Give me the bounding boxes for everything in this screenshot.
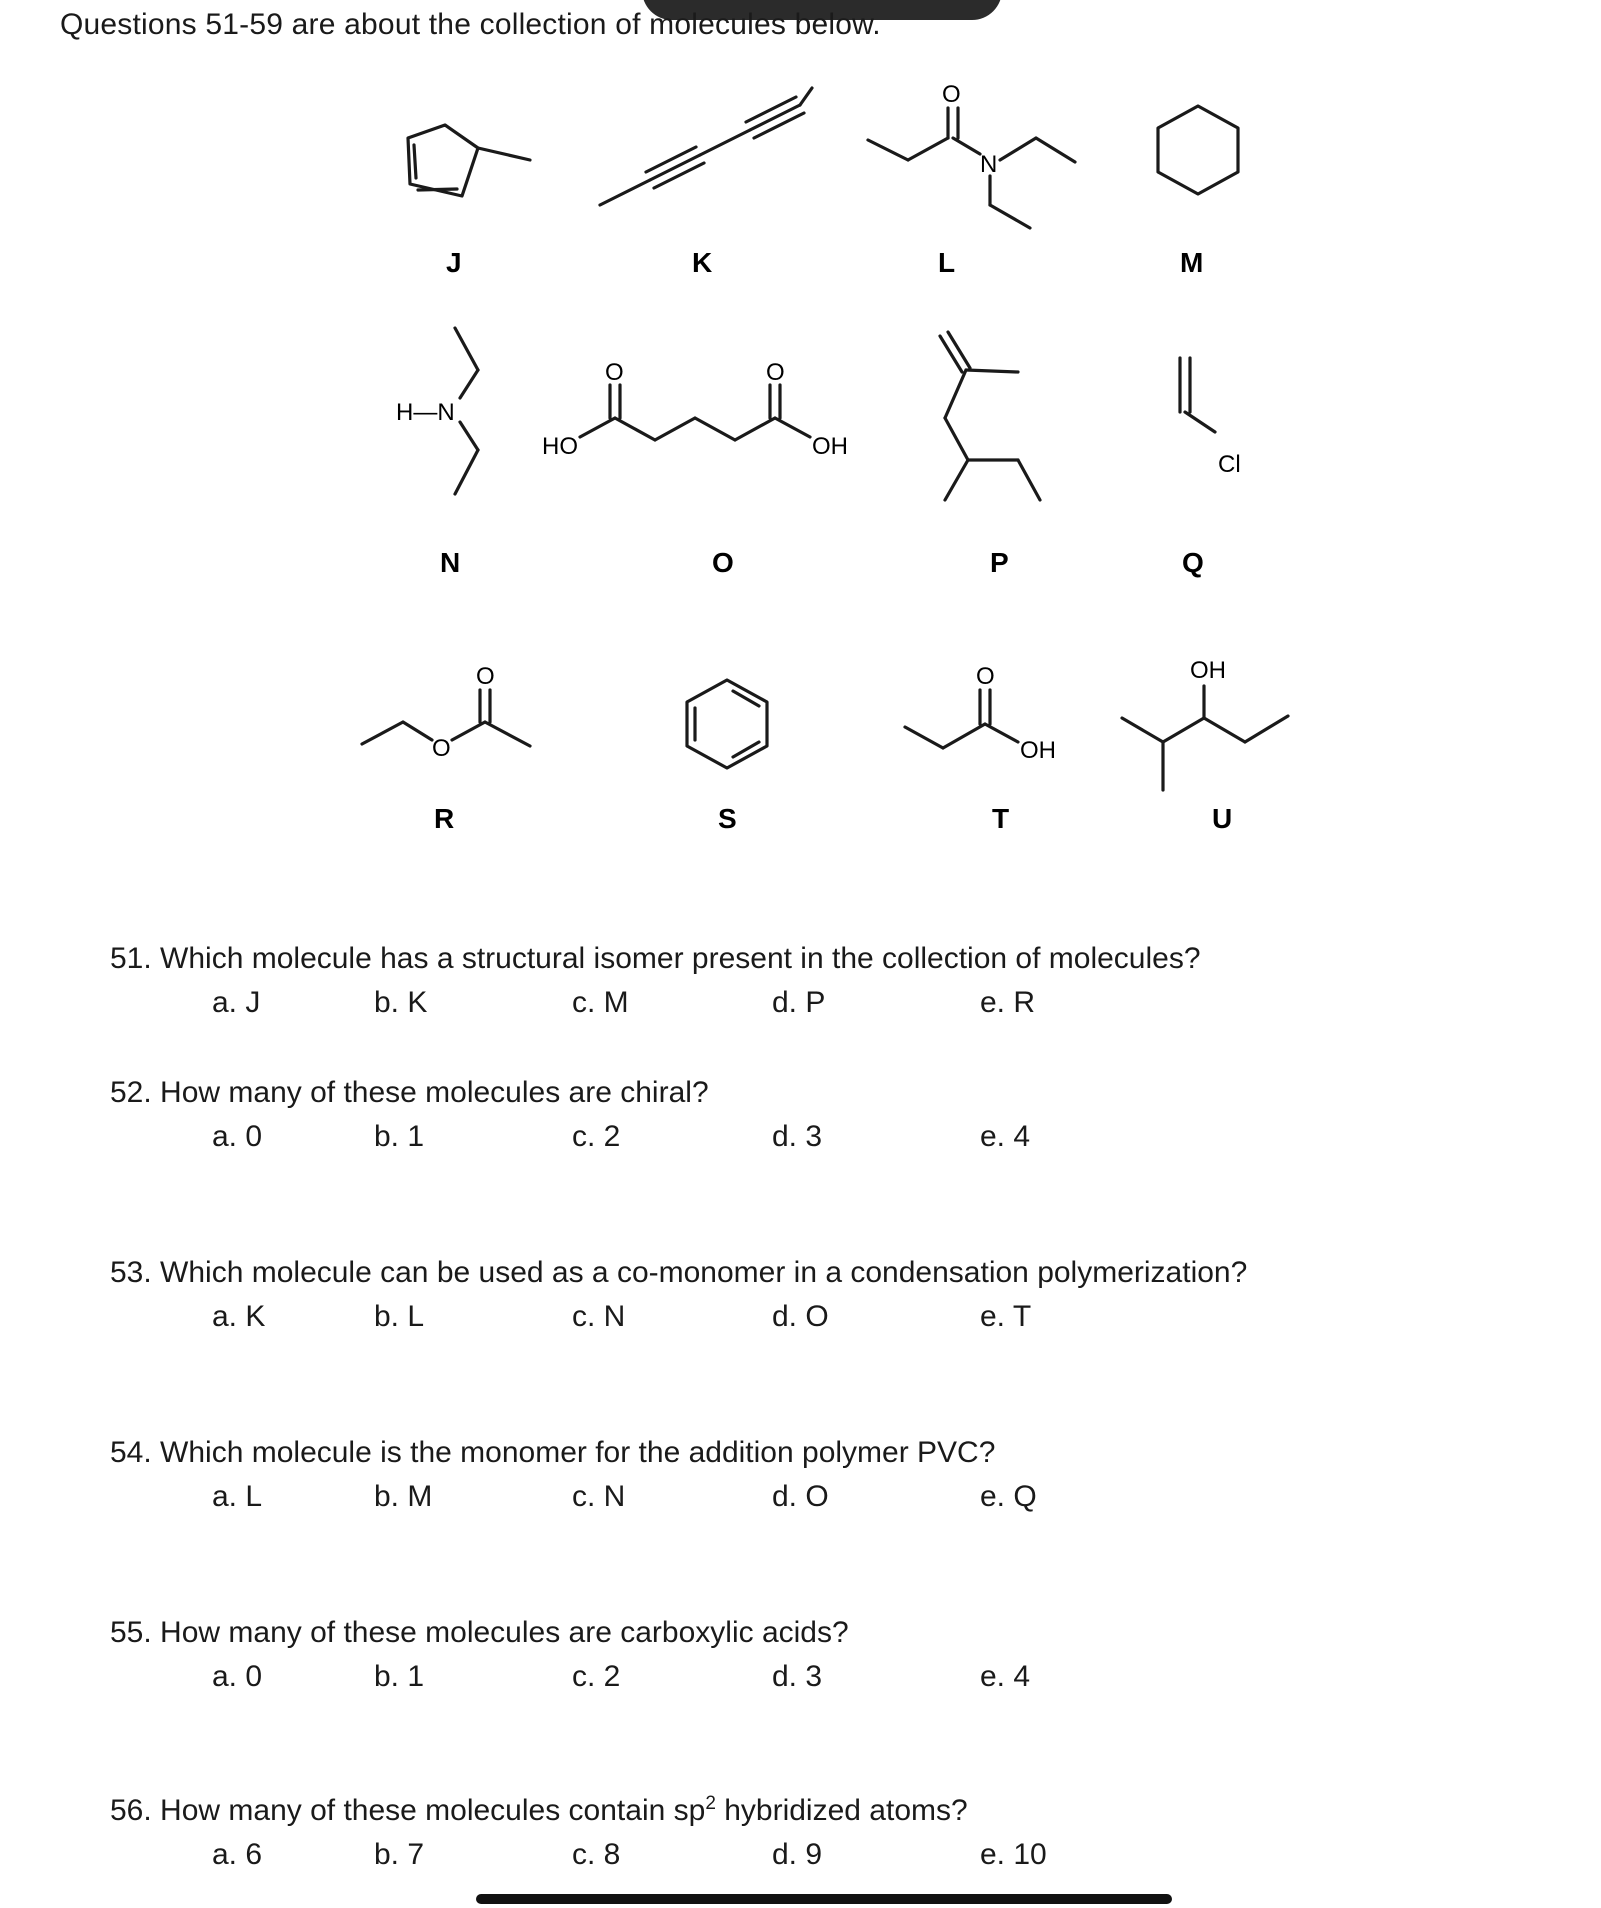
options-53: [212, 1300, 1412, 1340]
label-s: S: [718, 803, 737, 834]
molecule-n: [396, 328, 478, 578]
options-56: [212, 1838, 1412, 1878]
option-53-c[interactable]: c. N: [572, 1300, 626, 1333]
label-j: J: [446, 247, 462, 278]
molecule-s: [687, 680, 767, 834]
molecule-k: [600, 88, 812, 278]
option-53-d[interactable]: d. O: [772, 1300, 829, 1333]
option-55-d[interactable]: d. 3: [772, 1660, 823, 1693]
label-r: R: [434, 803, 455, 834]
options-55: [212, 1660, 1412, 1700]
label-u: U: [1212, 803, 1233, 834]
label-l: L: [938, 247, 956, 278]
molecule-t: [905, 663, 1056, 834]
atom-t-oxygen: O: [976, 663, 995, 690]
label-m: M: [1180, 247, 1204, 278]
label-o: O: [712, 547, 734, 578]
molecule-u: [1122, 657, 1288, 834]
label-t: T: [992, 803, 1010, 834]
label-n: N: [440, 547, 461, 578]
option-56-b[interactable]: b. 7: [374, 1838, 425, 1871]
option-51-a[interactable]: a. J: [212, 986, 261, 1019]
option-52-b[interactable]: b. 1: [374, 1120, 425, 1153]
option-55-a[interactable]: a. 0: [212, 1660, 263, 1693]
atom-u-oh: OH: [1190, 657, 1226, 684]
molecule-l: [868, 81, 1075, 278]
page-header: Questions 51-59 are about the collection of molecules below.: [60, 8, 881, 41]
option-52-d[interactable]: d. 3: [772, 1120, 823, 1153]
question-51: 51. Which molecule has a structural isomer present in the collection of molecules?: [110, 942, 1201, 975]
question-56: [110, 1794, 968, 1828]
options-52: [212, 1120, 1412, 1160]
option-53-e[interactable]: e. T: [980, 1300, 1032, 1333]
option-55-c[interactable]: c. 2: [572, 1660, 621, 1693]
atom-n-hn: H—N: [396, 399, 455, 426]
molecule-q: [1180, 358, 1241, 578]
option-52-c[interactable]: c. 2: [572, 1120, 621, 1153]
atom-q-chlorine: Cl: [1218, 451, 1241, 478]
question-53: 53. Which molecule can be used as a co-monomer in a condensation polymerization?: [110, 1256, 1248, 1289]
atom-o-ho: HO: [542, 433, 578, 460]
options-54: [212, 1480, 1412, 1520]
option-51-b[interactable]: b. K: [374, 986, 428, 1019]
atom-t-oh: OH: [1020, 737, 1056, 764]
option-56-a[interactable]: a. 6: [212, 1838, 263, 1871]
atom-r-oxygen-2: O: [476, 663, 495, 690]
molecule-j: [408, 125, 530, 278]
label-k: K: [692, 247, 713, 278]
option-52-e[interactable]: e. 4: [980, 1120, 1031, 1153]
molecule-r: [362, 663, 530, 834]
home-indicator[interactable]: [476, 1894, 1172, 1904]
molecule-p: [940, 332, 1040, 578]
label-p: P: [990, 547, 1009, 578]
question-56-text-suffix: hybridized atoms?: [715, 1794, 968, 1827]
option-51-c[interactable]: c. M: [572, 986, 629, 1019]
option-55-b[interactable]: b. 1: [374, 1660, 425, 1693]
molecule-figure: [0, 0, 1601, 860]
atom-o-oxygen-2: O: [766, 359, 785, 386]
question-56-text-prefix: 56. How many of these molecules contain sp: [110, 1794, 706, 1827]
option-52-a[interactable]: a. 0: [212, 1120, 263, 1153]
atom-l-nitrogen: N: [980, 151, 998, 178]
atom-o-oxygen-1: O: [605, 359, 624, 386]
option-54-e[interactable]: e. Q: [980, 1480, 1037, 1513]
option-55-e[interactable]: e. 4: [980, 1660, 1031, 1693]
question-54: 54. Which molecule is the monomer for the addition polymer PVC?: [110, 1436, 996, 1469]
option-53-a[interactable]: a. K: [212, 1300, 266, 1333]
atom-o-oh: OH: [812, 433, 848, 460]
option-54-c[interactable]: c. N: [572, 1480, 626, 1513]
question-55: 55. How many of these molecules are carboxylic acids?: [110, 1616, 849, 1649]
option-56-d[interactable]: d. 9: [772, 1838, 823, 1871]
question-56-superscript: 2: [705, 1793, 716, 1814]
atom-l-oxygen: O: [942, 81, 961, 108]
option-54-a[interactable]: a. L: [212, 1480, 263, 1513]
question-52: 52. How many of these molecules are chiral?: [110, 1076, 709, 1109]
molecule-m: [1158, 106, 1238, 278]
molecule-o: [542, 359, 848, 578]
option-54-b[interactable]: b. M: [374, 1480, 433, 1513]
option-53-b[interactable]: b. L: [374, 1300, 425, 1333]
option-54-d[interactable]: d. O: [772, 1480, 829, 1513]
option-51-d[interactable]: d. P: [772, 986, 826, 1019]
option-51-e[interactable]: e. R: [980, 986, 1036, 1019]
option-56-e[interactable]: e. 10: [980, 1838, 1047, 1871]
atom-r-oxygen-1: O: [432, 735, 451, 762]
label-q: Q: [1182, 547, 1204, 578]
options-51: [212, 986, 1412, 1026]
option-56-c[interactable]: c. 8: [572, 1838, 621, 1871]
